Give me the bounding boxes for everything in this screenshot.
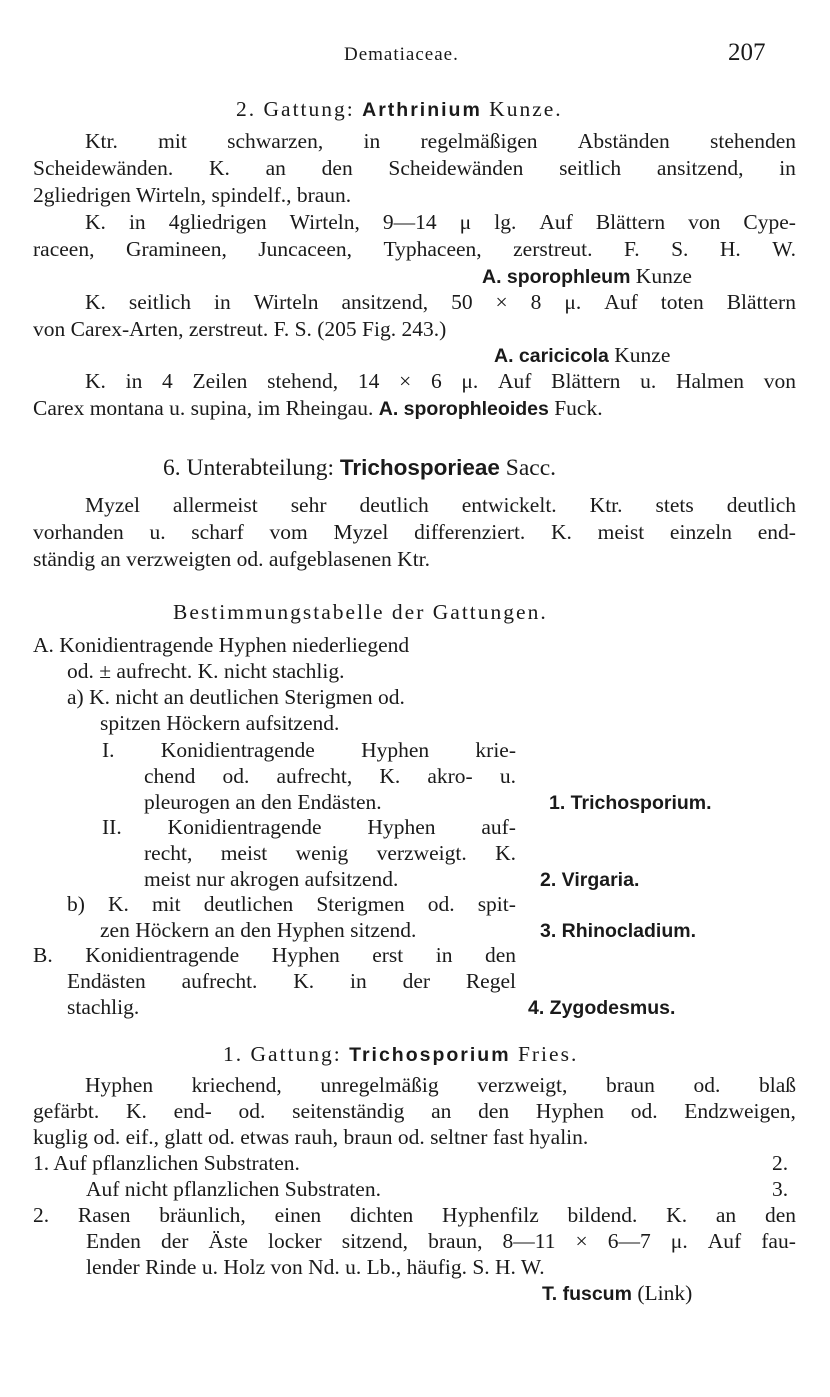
- species-name-line: [542, 1280, 692, 1307]
- species-name: A. caricicola: [494, 345, 609, 367]
- key-genus: [528, 994, 675, 1021]
- key-line: meist nur akrogen aufsitzend.: [144, 867, 399, 891]
- heading-prefix: 2. Gattung:: [236, 97, 355, 121]
- species-author: Kunze: [635, 264, 692, 288]
- key-line: 2. Rasen bräunlich, einen dichten Hyphenfilz bildend. K. an den: [33, 1203, 796, 1227]
- species-description: K. in 4gliedrigen Wirteln, 9—14 μ lg. Auf Blättern von Cype-: [85, 210, 796, 234]
- genus-author: Fries.: [517, 1042, 579, 1066]
- key-lead-number: 3.: [772, 1177, 789, 1201]
- genus-name: Arthrinium: [362, 99, 482, 121]
- species-author: Fuck.: [554, 396, 603, 420]
- species-name: A. sporophleum: [482, 266, 631, 288]
- species-description-text: Carex montana u. supina, im Rheingau.: [33, 396, 374, 420]
- genus-name: Trichosporium: [349, 1044, 511, 1066]
- genus-name: 4. Zygodesmus.: [528, 997, 676, 1019]
- key-line: B. Konidientragende Hyphen erst in den: [33, 943, 516, 967]
- section-heading-trichosporium: [223, 1041, 578, 1068]
- species-description: raceen, Gramineen, Juncaceen, Typhaceen, zerstreut. F. S. H. W.: [33, 237, 796, 261]
- paragraph-line: kuglig od. eif., glatt od. etwas rauh, braun od. seltner fast hyalin.: [33, 1125, 589, 1149]
- species-name-line: [482, 263, 692, 290]
- subdivision-author: Sacc.: [505, 455, 557, 481]
- key-line: Endästen aufrecht. K. in der Regel: [67, 969, 516, 993]
- paragraph-line: Hyphen kriechend, unregelmäßig verzweigt, braun od. blaß: [85, 1073, 796, 1097]
- species-author: (Link): [637, 1281, 693, 1305]
- genus-name: 3. Rhinocladium.: [540, 920, 697, 942]
- genus-author: Kunze.: [489, 97, 563, 121]
- species-author: Kunze: [614, 343, 671, 367]
- key-genus: [540, 917, 696, 944]
- species-description: K. in 4 Zeilen stehend, 14 × 6 μ. Auf Blättern u. Halmen von: [85, 369, 796, 393]
- key-line: a) K. nicht an deutlichen Sterigmen od.: [67, 685, 405, 709]
- paragraph-line: gefärbt. K. end- od. seitenständig an den Hyphen od. Endzweigen,: [33, 1099, 796, 1123]
- key-line: Enden der Äste locker sitzend, braun, 8—11 × 6—7 μ. Auf fau-: [86, 1229, 796, 1253]
- key-title: Bestimmungstabelle der Gattungen.: [173, 600, 548, 624]
- key-line: lender Rinde u. Holz von Nd. u. Lb., häufig. S. H. W.: [86, 1255, 545, 1279]
- species-description-final: [33, 395, 603, 422]
- paragraph-line: Ktr. mit schwarzen, in regelmäßigen Abständen stehenden: [85, 129, 796, 153]
- key-line: zen Höckern an den Hyphen sitzend.: [100, 918, 417, 942]
- key-line: pleurogen an den Endästen.: [144, 790, 382, 814]
- key-line: Auf nicht pflanzlichen Substraten.: [86, 1177, 381, 1201]
- species-description: K. seitlich in Wirteln ansitzend, 50 × 8 μ. Auf toten Blättern: [85, 290, 796, 314]
- species-description: von Carex-Arten, zerstreut. F. S. (205 Fig. 243.): [33, 317, 447, 341]
- subdivision-heading: [163, 455, 556, 481]
- species-name-line: [494, 342, 670, 369]
- key-lead-number: 2.: [772, 1151, 789, 1175]
- species-name: T. fuscum: [542, 1283, 632, 1305]
- key-line: spitzen Höckern aufsitzend.: [100, 711, 340, 735]
- paragraph-line: ständig an verzweigten od. aufgeblasenen Ktr.: [33, 547, 431, 571]
- subdivision-name: Trichosporieae: [339, 455, 500, 480]
- key-line: A. Konidientragende Hyphen niederliegend: [33, 633, 410, 657]
- genus-name: 1. Trichosporium.: [549, 792, 712, 814]
- key-line: recht, meist wenig verzweigt. K.: [144, 841, 516, 865]
- key-genus: [540, 866, 639, 893]
- paragraph-line: vorhanden u. scharf vom Myzel differenziert. K. meist einzeln end-: [33, 520, 796, 544]
- heading-prefix: 1. Gattung:: [223, 1042, 342, 1066]
- genus-name: 2. Virgaria.: [540, 869, 640, 891]
- section-heading-arthrinium: [236, 96, 563, 123]
- key-line: stachlig.: [67, 995, 140, 1019]
- paragraph-line: Myzel allermeist sehr deutlich entwickelt. Ktr. stets deutlich: [85, 493, 796, 517]
- running-title: Dematiaceae.: [344, 44, 459, 65]
- key-line: od. ± aufrecht. K. nicht stachlig.: [67, 659, 345, 683]
- key-genus: [549, 789, 712, 816]
- key-line: 1. Auf pflanzlichen Substraten.: [33, 1151, 300, 1175]
- paragraph-line: 2gliedrigen Wirteln, spindelf., braun.: [33, 183, 352, 207]
- key-line: chend od. aufrecht, K. akro- u.: [144, 764, 516, 788]
- page-number: 207: [728, 39, 766, 66]
- key-line: b) K. mit deutlichen Sterigmen od. spit-: [67, 892, 516, 916]
- species-name: A. sporophleoides: [378, 398, 549, 420]
- subdivision-prefix: 6. Unterabteilung:: [163, 455, 334, 481]
- paragraph-line: Scheidewänden. K. an den Scheidewänden seitlich ansitzend, in: [33, 156, 796, 180]
- key-line: II. Konidientragende Hyphen auf-: [102, 815, 516, 839]
- key-line: I. Konidientragende Hyphen krie-: [102, 738, 516, 762]
